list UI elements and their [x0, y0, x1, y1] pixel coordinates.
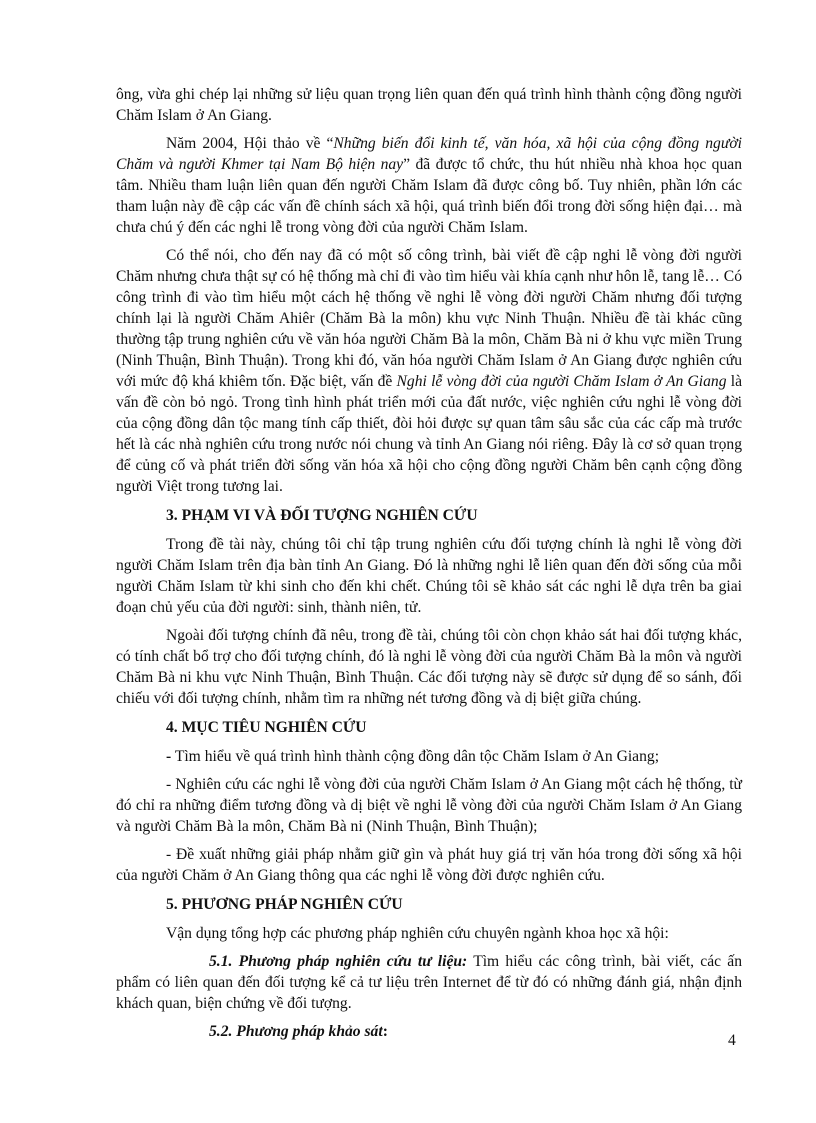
document-body [116, 84, 742, 1049]
text: là vấn đề còn bỏ ngỏ. Trong tình hình phát triển mới của đất nước, việc nghiên cứu nghi lễ vòng đời của cộng đồng dân tộc mang tính cấp thiết, đòi hỏi được sự quan tâm sâu sắc của các cấp mà trước hết là các nhà nghiên cứu trong nước nói chung và tỉnh An Giang nói riêng. Đây là cơ sở quan trọng để củng cố và phát triển đời sống văn hóa xã hội cho cộng đồng người Chăm bên cạnh cộng đồng người Việt trong tương lai. [116, 373, 742, 495]
method-5-2-title: 5.2. Phương pháp khảo sát [209, 1023, 383, 1040]
method-5-2 [116, 1021, 742, 1042]
paragraph-conference-2004 [116, 133, 742, 238]
method-5-1 [116, 951, 742, 1014]
paragraph-scope: Trong đề tài này, chúng tôi chỉ tập trung nghiên cứu đối tượng chính là nghi lễ vòng đời người Chăm Islam trên địa bàn tỉnh An Giang. Đó là những nghi lễ liên quan đến đời sống của mỗi người Chăm Islam từ khi sinh cho đến khi chết. Chúng tôi sẽ khảo sát các nghi lễ dựa trên ba giai đoạn chủ yếu của đời người: sinh, thành niên, tử. [116, 536, 742, 616]
goal-item-2: - Nghiên cứu các nghi lễ vòng đời của người Chăm Islam ở An Giang một cách hệ thống, từ đó chỉ ra những điểm tương đồng và dị biệt về nghi lễ vòng đời của người Chăm Islam ở An Giang và người Chăm Bà la môn, Chăm Bà ni (Ninh Thuận, Bình Thuận); [116, 776, 742, 835]
text: Năm 2004, Hội thảo về “ [166, 135, 334, 152]
page-number: 4 [728, 1032, 736, 1049]
paragraph-continuation: ông, vừa ghi chép lại những sử liệu quan trọng liên quan đến quá trình hình thành cộng đồng người Chăm Islam ở An Giang. [116, 86, 742, 124]
paragraph-research-status [116, 245, 742, 497]
text: Có thể nói, cho đến nay đã có một số công trình, bài viết đề cập nghi lễ vòng đời người Chăm nhưng chưa thật sự có hệ thống mà chỉ đi vào tìm hiểu vài khía cạnh như hôn lễ, tang lễ… Có công trình đi vào tìm hiểu một cách hệ thống về nghi lễ vòng đời người Chăm nhưng đối tượng chính lại là người Chăm Ahiêr (Chăm Bà la môn) khu vực Ninh Thuận. Nhiều đề tài khác cũng thường tập trung nghiên cứu về văn hóa người Chăm Bà la môn, Chăm Bà ni ở khu vực miền Trung (Ninh Thuận, Bình Thuận). Trong khi đó, văn hóa người Chăm Islam ở An Giang được nghiên cứu với mức độ khá khiêm tốn. Đặc biệt, vấn đề [116, 247, 742, 390]
bullet-dash: - [166, 748, 172, 765]
text: Tìm hiểu các công trình, bài viết, các ấn phẩm có liên quan đến đối tượng kể cả tư liệu trên Internet để từ đó có những đánh giá, nhận định khách quan, biện chứng về đối tượng. [116, 953, 742, 1012]
paragraph-secondary-objects: Ngoài đối tượng chính đã nêu, trong đề tài, chúng tôi còn chọn khảo sát hai đối tượng khác, có tính chất bổ trợ cho đối tượng chính, đó là nghi lễ vòng đời của người Chăm Bà la môn và người Chăm Bà ni khu vực Ninh Thuận, Bình Thuận. Các đối tượng này sẽ được sử dụng để so sánh, đối chiếu với đối tượng chính, nhằm tìm ra những nét tương đồng và dị biệt giữa chúng. [116, 627, 742, 707]
section-heading-5: 5. PHƯƠNG PHÁP NGHIÊN CỨU [166, 896, 403, 913]
section-heading-4: 4. MỤC TIÊU NGHIÊN CỨU [166, 719, 367, 736]
section-heading-3: 3. PHẠM VI VÀ ĐỐI TƯỢNG NGHIÊN CỨU [166, 507, 478, 524]
goal-item-1 [116, 746, 742, 767]
text: ” đã được tổ chức, thu hút nhiều nhà khoa học quan tâm. Nhiều tham luận liên quan đến người Chăm Islam đã được công bố. Tuy nhiên, phần lớn các tham luận này đề cập các vấn đề chính sách xã hội, quá trình biến đổi trong đời sống hiện đại… mà chưa chú ý đến các nghi lễ trong vòng đời của người Chăm Islam. [116, 156, 742, 236]
colon: : [382, 1023, 388, 1040]
topic-title-italic: Nghi lễ vòng đời của người Chăm Islam ở An Giang [396, 373, 727, 390]
methods-intro: Vận dụng tổng hợp các phương pháp nghiên cứu chuyên ngành khoa học xã hội: [166, 925, 669, 942]
conference-title-italic: Những biến đổi kinh tế, văn hóa, xã hội của cộng đồng người Chăm và người Khmer tại Nam Bộ hiện nay [116, 135, 742, 173]
method-5-1-title: 5.1. Phương pháp nghiên cứu tư liệu: [209, 953, 468, 970]
goal-item-3: - Đề xuất những giải pháp nhằm giữ gìn và phát huy giá trị văn hóa trong đời sống xã hội của người Chăm ở An Giang thông qua các nghi lễ vòng đời được nghiên cứu. [116, 846, 742, 884]
text: Tìm hiểu về quá trình hình thành cộng đồng dân tộc Chăm Islam ở An Giang; [171, 748, 660, 765]
